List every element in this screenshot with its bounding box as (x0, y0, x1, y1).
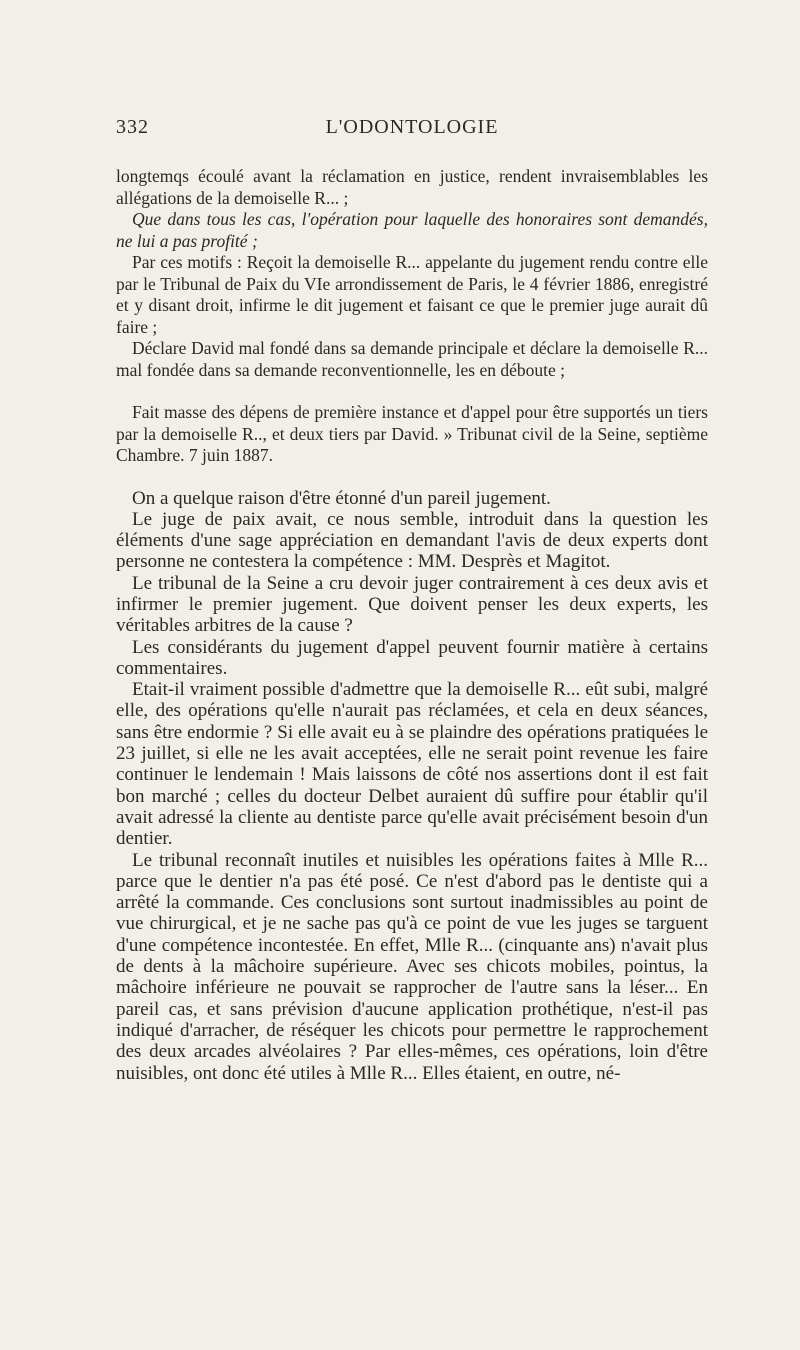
comment-paragraph: On a quelque raison d'être étonné d'un pareil jugement. (132, 487, 551, 509)
comment-paragraph: Le juge de paix avait, ce nous semble, introduit dans la question les éléments d'une sage appréciation en demandant l'avis de deux experts dont personne ne contestera la compétence : MM. Desprès et Magitot. (116, 508, 708, 573)
quote-paragraph: Par ces motifs : Reçoit la demoiselle R... appelante du jugement rendu contre elle par le Tribunal de Paix du VIe arrondissement de Paris, le 4 février 1886, enregistré et y disant droit, infirme le dit jugement et faisant ce que le premier juge aurait dû faire ; (116, 252, 708, 337)
commentary (116, 488, 708, 1084)
comment-paragraph: Etait-il vraiment possible d'admettre que la demoiselle R... eût subi, malgré elle, des opérations qu'elle n'aurait pas réclamées, et cela en deux séances, sans être endormie ? Si elle avait eu à se plaindre des opérations pratiquées le 23 juillet, si elle ne les avait acceptées, elle ne serait point revenue les faire continuer le lendemain ! Mais laissons de côté nos assertions dont il est fait bon marché ; celles du docteur Delbet auraient dû suffire pour établir qu'il avait adressé la cliente au dentiste parce qu'elle avait précisément besoin d'un dentier. (116, 679, 708, 850)
quoted-judgment (116, 166, 708, 467)
comment-paragraph: Les considérants du jugement d'appel peuvent fournir matière à certains commentaires. (116, 636, 708, 679)
comment-paragraph: Le tribunal de la Seine a cru devoir juger contrairement à ces deux avis et infirmer le premier jugement. Que doivent penser les deux experts, les véritables arbitres de la cause ? (116, 572, 708, 637)
page-body (116, 166, 708, 1084)
page-number: 332 (116, 116, 149, 138)
comment-paragraph: Le tribunal reconnaît inutiles et nuisibles les opérations faites à Mlle R... parce que le dentier n'a pas été posé. Ce n'est d'abord pas le dentiste qui a arrêté la commande. Ces conclusions sont surtout inadmissibles au point de vue chirurgical, et je ne sache pas qu'à ce point de vue les juges se targuent d'une compétence incontestée. En effet, Mlle R... (cinquante ans) n'avait plus de dents à la mâchoire supérieure. Avec ses chicots mobiles, pointus, la mâchoire inférieure ne pouvait se rapprocher de l'autre sans la léser... En pareil cas, et sans prévision d'aucune application prothétique, n'est-il pas indiqué d'arracher, de réséquer les chicots pour permettre le rapprochement des deux arcades alvéolaires ? Par elles-mêmes, ces opérations, loin d'être nuisibles, ont donc été utiles à Mlle R... Elles étaient, en outre, né- (116, 849, 708, 1084)
quote-paragraph: Fait masse des dépens de première instance et d'appel pour être supportés un tiers par la demoiselle R.., et deux tiers par David. » Tribunat civil de la Seine, septième Chambre. 7 juin 1887. (116, 402, 708, 465)
running-header (116, 116, 708, 146)
quote-paragraph-italic: Que dans tous les cas, l'opération pour laquelle des honoraires sont demandés, ne lui a pas profité ; (116, 209, 708, 251)
quote-paragraph: Déclare David mal fondé dans sa demande principale et déclare la demoiselle R... mal fondée dans sa demande reconventionnelle, les en déboute ; (116, 338, 708, 380)
running-title: L'ODONTOLOGIE (325, 116, 499, 138)
quote-paragraph: longtemqs écoulé avant la réclamation en justice, rendent invraisemblables les allégations de la demoiselle R... ; (116, 166, 708, 208)
